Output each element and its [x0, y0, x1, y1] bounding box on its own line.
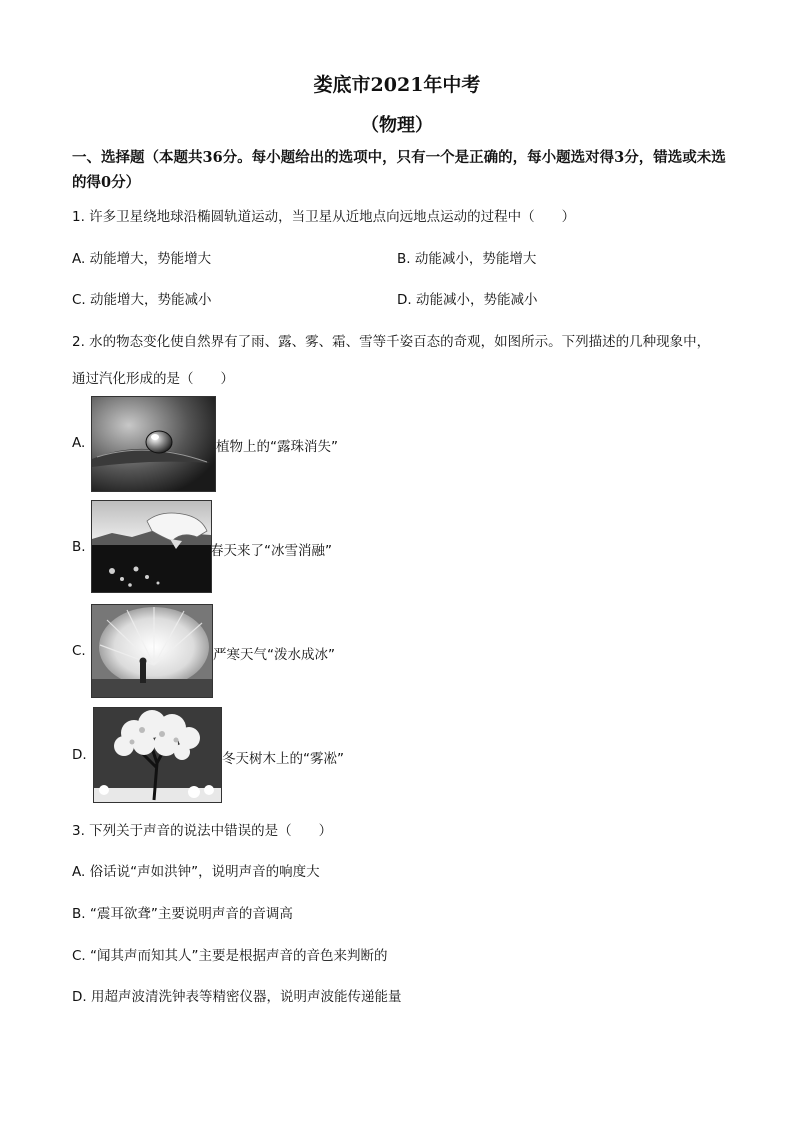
exam-title: 娄底市2021年中考: [313, 74, 481, 96]
q2-stem-line1: 2. 水的物态变化使自然界有了雨、露、雾、霜、雪等千姿百态的奇观，如图所示。下列描述的几种现象中，: [72, 334, 711, 350]
rime-tree-image: [93, 707, 222, 803]
splash-ice-image: [91, 604, 213, 698]
q1-option-c: C. 动能增大，势能减小: [72, 292, 212, 308]
q1-option-d: D. 动能减小，势能减小: [397, 292, 538, 308]
q2-option-d-text: 冬天树木上的“雾凇”: [222, 751, 344, 767]
q3-option-a: A. 俗话说“声如洪钟”，说明声音的响度大: [72, 864, 320, 880]
melting-snow-image: [91, 500, 212, 593]
q3-option-d: D. 用超声波清洗钟表等精密仪器，说明声波能传递能量: [72, 989, 402, 1005]
q2-option-b-text: 春天来了“冰雪消融”: [210, 543, 332, 559]
q2-option-b-label: B.: [72, 539, 86, 555]
q1-stem: 1. 许多卫星绕地球沿椭圆轨道运动，当卫星从近地点向远地点运动的过程中（ ）: [72, 209, 576, 225]
q2-option-c-label: C.: [72, 643, 86, 659]
q2-option-a-text: 植物上的“露珠消失”: [216, 439, 338, 455]
q2-option-a-label: A.: [72, 435, 86, 451]
exam-subject: （物理）: [361, 115, 433, 136]
q3-option-b: B. “震耳欲聋”主要说明声音的音调高: [72, 906, 293, 922]
q2-option-d-label: D.: [72, 747, 87, 763]
q1-option-b: B. 动能减小，势能增大: [397, 251, 537, 267]
q1-option-a: A. 动能增大，势能增大: [72, 251, 212, 267]
q3-option-c: C. “闻其声而知其人”主要是根据声音的音色来判断的: [72, 948, 388, 964]
q2-option-c-text: 严寒天气“泼水成冰”: [213, 647, 335, 663]
dew-drop-image: [91, 396, 216, 492]
q3-stem: 3. 下列关于声音的说法中错误的是（ ）: [72, 823, 333, 839]
q2-stem-line2: 通过汽化形成的是（ ）: [72, 371, 234, 387]
section-heading: 一、选择题（本题共36分。每小题给出的选项中，只有一个是正确的，每小题选对得3分，错选或未选的得0分）: [72, 149, 726, 191]
